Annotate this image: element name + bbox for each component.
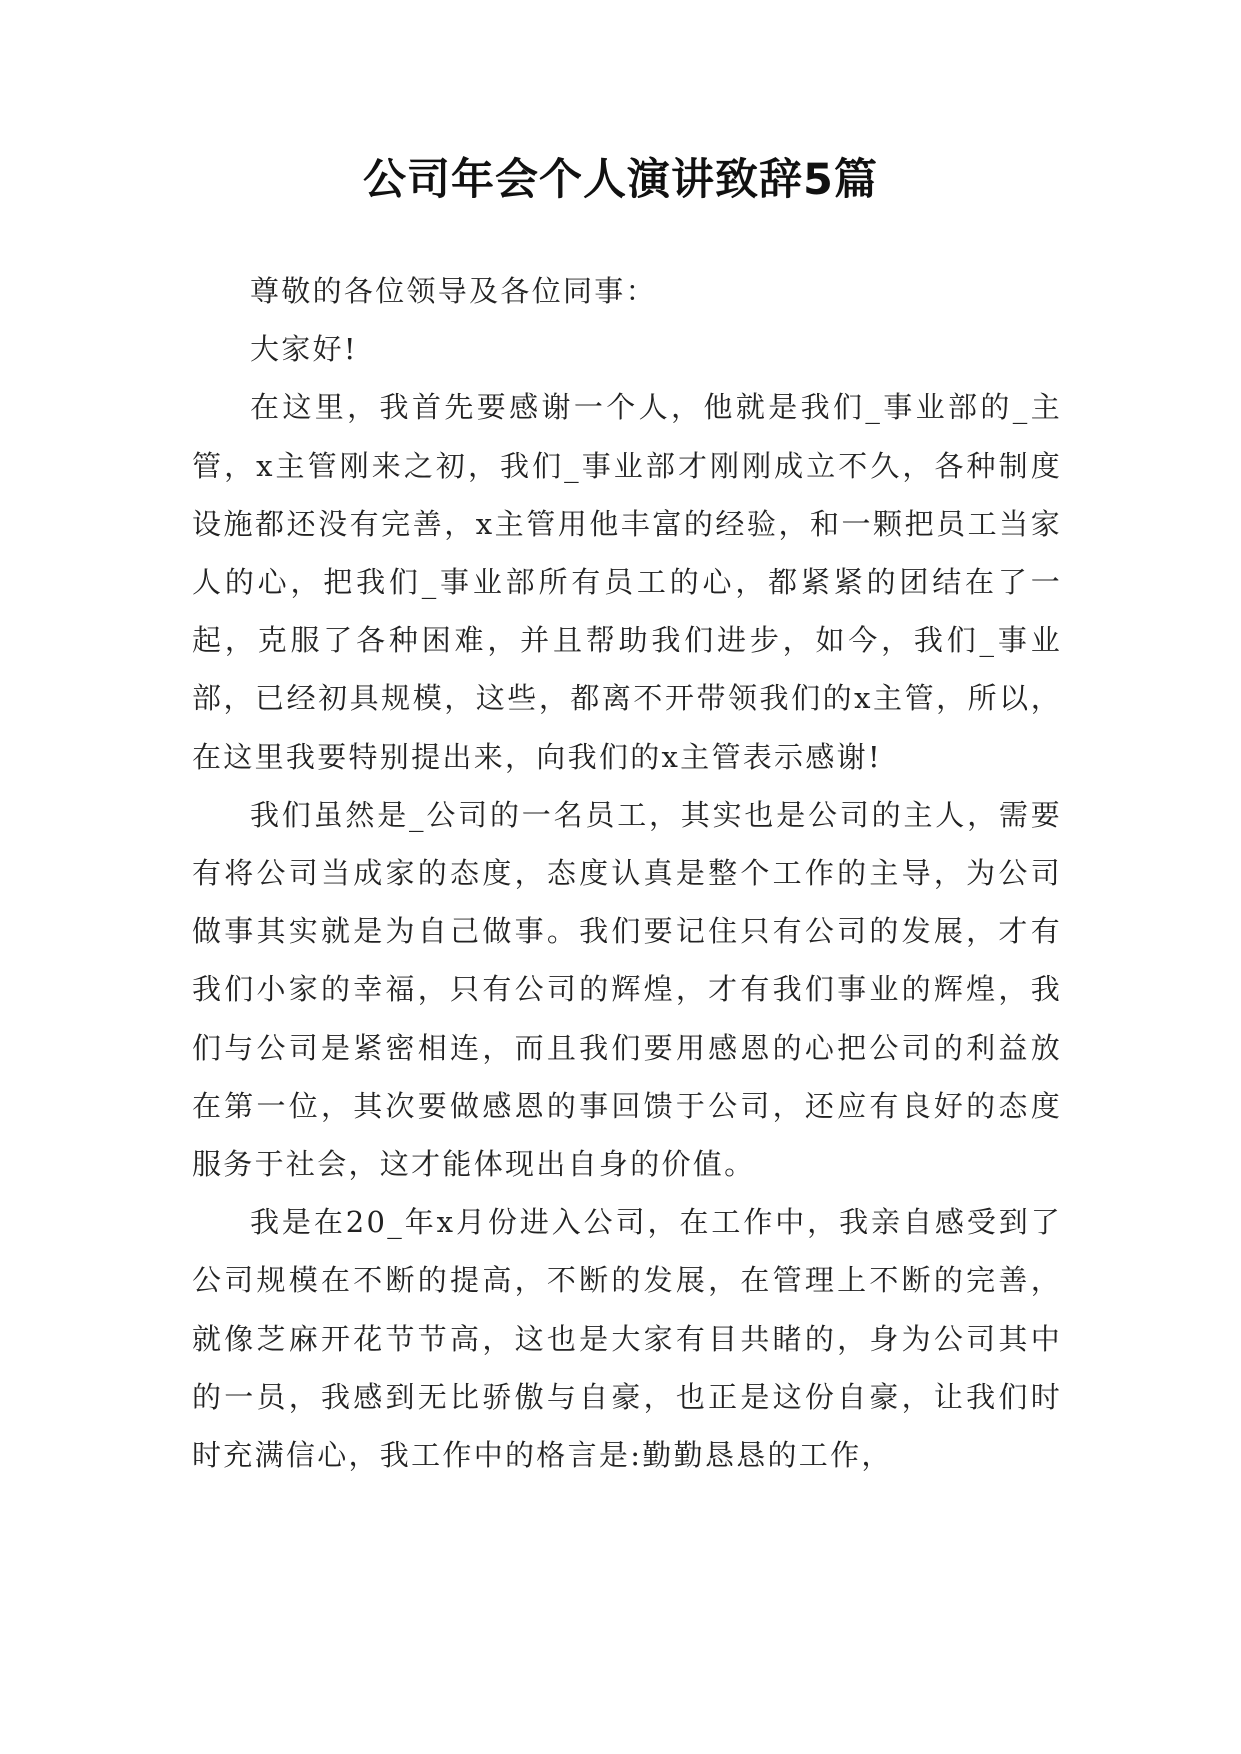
paragraph-personal-experience: 我是在20_年x月份进入公司，在工作中，我亲自感受到了公司规模在不断的提高，不断的发展，在管理上不断的完善，就像芝麻开花节节高，这也是大家有目共睹的，身为公司其中的一员，我感到无比骄傲与自豪，也正是这份自豪，让我们时时充满信心，我工作中的格言是:勤勤恳恳的工作，	[192, 1205, 1062, 1473]
paragraph-thanks: 在这里，我首先要感谢一个人，他就是我们_事业部的_主管，x主管刚来之初，我们_事业部才刚刚成立不久，各种制度设施都还没有完善，x主管用他丰富的经验，和一颗把员工当家人的心，把我们_事业部所有员工的心，都紧紧的团结在了一起，克服了各种困难，并且帮助我们进步，如今，我们_事业部，已经初具规模，这些，都离不开带领我们的x主管，所以，在这里我要特别提出来，向我们的x主管表示感谢!	[192, 390, 1062, 774]
paragraph-greeting: 大家好!	[250, 332, 358, 367]
paragraph-company-attitude: 我们虽然是_公司的一名员工，其实也是公司的主人，需要有将公司当成家的态度，态度认真是整个工作的主导，为公司做事其实就是为自己做事。我们要记住只有公司的发展，才有我们小家的幸福，只有公司的辉煌，才有我们事业的辉煌，我们与公司是紧密相连，而且我们要用感恩的心把公司的利益放在第一位，其次要做感恩的事回馈于公司，还应有良好的态度服务于社会，这才能体现出自身的价值。	[192, 797, 1062, 1182]
document-title: 公司年会个人演讲致辞5篇	[363, 155, 878, 205]
paragraph-salutation: 尊敬的各位领导及各位同事：	[250, 274, 657, 308]
document-body	[192, 262, 1062, 1484]
